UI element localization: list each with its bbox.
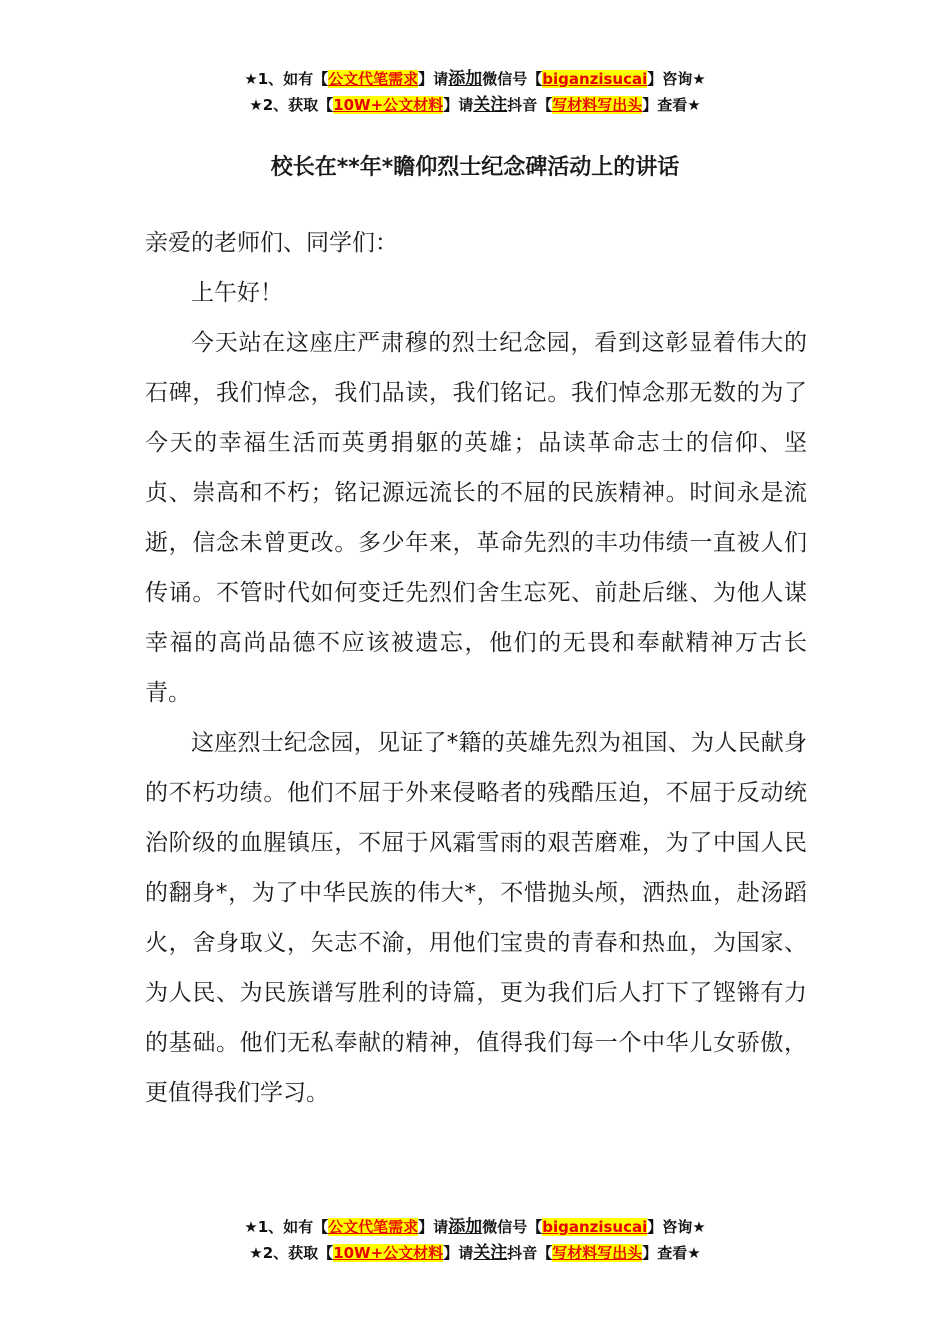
promo-banner-top: [0, 66, 950, 118]
promo-emphasis: 添加: [448, 1217, 483, 1237]
promo-line-1: [0, 66, 950, 92]
salutation: 亲爱的老师们、同学们：: [145, 230, 398, 256]
promo-text: 抖音【: [507, 96, 553, 114]
promo-emphasis: 关注: [473, 1243, 508, 1263]
promo-line-1: [0, 1214, 950, 1240]
promo-emphasis: 添加: [448, 69, 483, 89]
promo-highlight: 公文代笔需求: [328, 70, 419, 88]
promo-text: 】查看★: [642, 1244, 701, 1262]
promo-douyin-id: 写材料写出头: [552, 1244, 643, 1262]
promo-text: ★2、获取【: [249, 96, 334, 114]
promo-text: 】请: [443, 96, 474, 114]
promo-text: 】请: [418, 1218, 449, 1236]
promo-text: 】请: [443, 1244, 474, 1262]
promo-text: 微信号【: [482, 1218, 543, 1236]
promo-text: 】查看★: [642, 96, 701, 114]
paragraph-2: 这座烈士纪念园，见证了*籍的英雄先烈为祖国、为人民献身的不朽功绩。他们不屈于外来侵略者的残酷压迫，不屈于反动统治阶级的血腥镇压，不屈于风霜雪雨的艰苦磨难，为了中国人民的翻身*，为了中华民族的伟大*，不惜抛头颅，洒热血，赴汤蹈火，舍身取义，矢志不渝，用他们宝贵的青春和热血，为国家、为人民、为民族谱写胜利的诗篇，更为我们后人打下了铿锵有力的基础。他们无私奉献的精神，值得我们每一个中华儿女骄傲，更值得我们学习。: [145, 730, 807, 1106]
promo-text: 】请: [418, 70, 449, 88]
document-title: 校长在**年*瞻仰烈士纪念碑活动上的讲话: [270, 155, 680, 180]
promo-text: ★1、如有【: [244, 1218, 329, 1236]
promo-highlight: 公文代笔需求: [328, 1218, 419, 1236]
promo-emphasis: 关注: [473, 95, 508, 115]
paragraph-1: 今天站在这座庄严肃穆的烈士纪念园，看到这彰显着伟大的石碑，我们悼念，我们品读，我们铭记。我们悼念那无数的为了今天的幸福生活而英勇捐躯的英雄；品读革命志士的信仰、坚贞、崇高和不朽；铭记源远流长的不屈的民族精神。时间永是流逝，信念未曾更改。多少年来，革命先烈的丰功伟绩一直被人们传诵。不管时代如何变迁先烈们舍生忘死、前赴后继、为他人谋幸福的高尚品德不应该被遗忘，他们的无畏和奉献精神万古长青。: [145, 330, 807, 706]
promo-highlight: 10W+公文材料: [333, 96, 444, 114]
document-body: [145, 218, 807, 1118]
promo-wechat-id: biganzisucai: [542, 70, 648, 88]
promo-text: ★2、获取【: [249, 1244, 334, 1262]
promo-text: ★1、如有【: [244, 70, 329, 88]
promo-wechat-id: biganzisucai: [542, 1218, 648, 1236]
promo-text: 】咨询★: [647, 70, 706, 88]
promo-douyin-id: 写材料写出头: [552, 96, 643, 114]
greeting: 上午好！: [191, 280, 283, 306]
promo-text: 微信号【: [482, 70, 543, 88]
promo-text: 抖音【: [507, 1244, 553, 1262]
promo-line-2: [0, 92, 950, 118]
promo-banner-bottom: [0, 1214, 950, 1266]
promo-highlight: 10W+公文材料: [333, 1244, 444, 1262]
promo-text: 】咨询★: [647, 1218, 706, 1236]
promo-line-2: [0, 1240, 950, 1266]
